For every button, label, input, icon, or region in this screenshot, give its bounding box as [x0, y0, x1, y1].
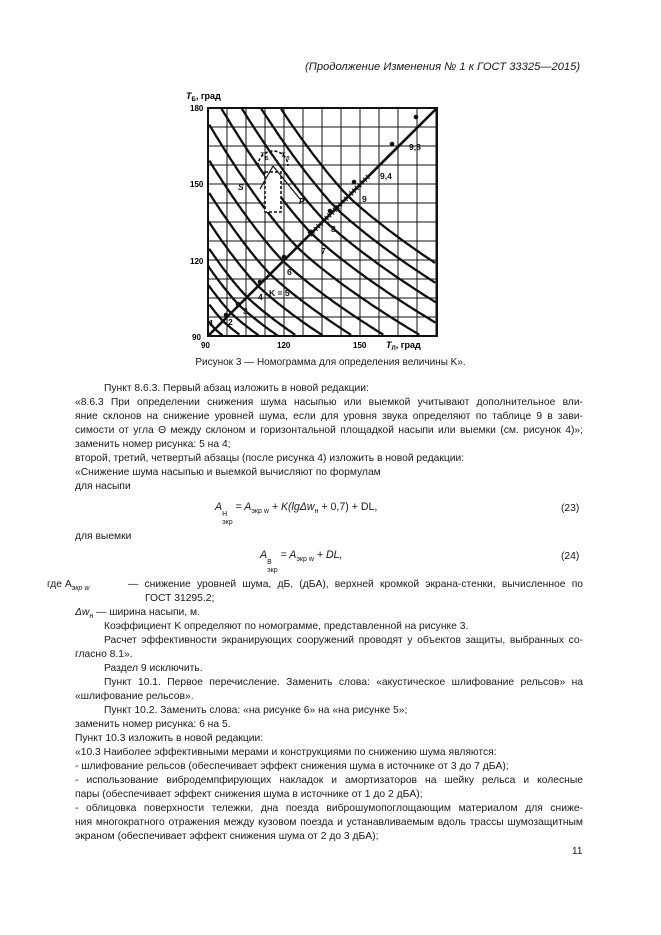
- point-marker: [308, 230, 313, 235]
- text-line: яние склонов на снижение уровней шума, если для уровня звука определяют по таблице 9 в зави-: [75, 411, 583, 422]
- x-tick-label: 120: [277, 341, 291, 350]
- text-line: Пункт 8.6.3. Первый абзац изложить в новой редакции:: [104, 383, 369, 394]
- curve-label: 6: [287, 267, 292, 277]
- y-tick-label: 150: [190, 180, 204, 189]
- where-dw: $\Delta w_н$ — ширина насыпи, м.: [75, 607, 200, 621]
- curve-label: 2: [228, 317, 233, 327]
- text-line: «8.6.3 При определении снижения шума насыпью или выемкой учитывают дополнительное вли-: [75, 397, 583, 408]
- angle-label: Л: [286, 156, 290, 162]
- point-label: S: [238, 182, 244, 192]
- text-line: для насыпи: [75, 481, 131, 492]
- curve-label: 9: [362, 194, 367, 204]
- text-line: симости от угла Θ между склоном и горизонтальной площадкой насыпи или выемки (см. рисунок 4)»;: [75, 425, 583, 436]
- text-line: Коэффициент K определяют по номограмме, представленной на рисунке 3.: [104, 621, 469, 632]
- curve-label: 9,4: [380, 171, 392, 181]
- point-marker: [282, 255, 287, 260]
- text-line: пары (обеспечивает эффект снижения шума в источнике от 1 до 2 дБA);: [75, 789, 423, 800]
- page-header: (Продолжение Изменения № 1 к ГОСТ 33325—2015): [305, 61, 581, 73]
- text-line: гласно 8.1».: [75, 649, 133, 660]
- text-line: второй, третий, четвертый абзацы (после рисунка 4) изложить в новой редакции:: [75, 453, 465, 464]
- text-line: ния многократного отражения между кузовом поезда и устанавливаемым вдоль трассы шумозащитным: [75, 817, 583, 828]
- text-line: Расчет эффективности экранирующих сооружений проводят у объектов защиты, выбранных со-: [104, 635, 583, 646]
- equation-number: (23): [561, 503, 580, 514]
- equation-23: A Н экр = $A_{экр w} + K(\lg\Delta w_н + 0,7)$ + DL,: [215, 501, 378, 526]
- text-line: Пункт 10.2. Заменить слова: «на рисунке 6» на «на рисунке 5»;: [104, 705, 408, 716]
- text-line: Пункт 10.3 изложить в новой редакции:: [75, 733, 264, 744]
- y-tick-label: 180: [190, 104, 204, 113]
- curve-label: 9,8: [409, 142, 421, 152]
- text-line: заменить номер рисунка: 6 на 5.: [75, 719, 231, 730]
- text-line: - шлифование рельсов (обеспечивает эффект снижения шума в источнике от 3 до 7 дБA);: [75, 761, 509, 772]
- y-axis-title: $T_Б$, град: [186, 91, 221, 103]
- point-marker: [352, 180, 357, 185]
- x-tick-label: 90: [201, 341, 210, 350]
- text-line: - использование вибродемпфирующих накладок и амортизаторов на шейку рельса и колесные: [75, 775, 583, 786]
- point-label: P: [299, 196, 305, 206]
- text-line: «Снижение шума насыпью и выемкой вычисляют по формулам: [75, 467, 381, 478]
- point-marker: [390, 142, 395, 147]
- y-tick-label: 120: [190, 257, 204, 266]
- x-tick-label: 150: [353, 341, 367, 350]
- point-marker: [414, 115, 419, 120]
- point-marker: [328, 209, 333, 214]
- curve-label: 4: [258, 292, 263, 302]
- equation-number: (24): [561, 551, 580, 562]
- curve-label: 7: [321, 246, 326, 256]
- where-text: ГОСТ 31295.2;: [145, 593, 215, 604]
- text-line: «10.3 Наиболее эффективными мерами и конструкциями по снижению шума являются:: [75, 747, 497, 758]
- x-axis-title: $T_Л$, град: [386, 340, 421, 351]
- text-line: Раздел 9 исключить.: [104, 663, 203, 674]
- nomogram-figure: [180, 86, 450, 356]
- text-line: для выемки: [75, 531, 132, 542]
- text-line: «шлифование рельсов».: [75, 691, 194, 702]
- angle-label: T: [260, 152, 264, 159]
- page-number: 11: [572, 846, 583, 857]
- curve-label: 8: [331, 224, 336, 234]
- text-line: экраном (обеспечивает эффект снижения шума от 2 до 3 дБA);: [75, 831, 379, 842]
- point-marker: [258, 280, 263, 285]
- text-line: Пункт 10.1. Первое перечисление. Заменить слова: «акустическое шлифование рельсов» на: [104, 677, 583, 688]
- nomogram-svg: [180, 86, 450, 351]
- angle-label: T: [281, 152, 285, 159]
- y-tick-label: 90: [192, 333, 201, 342]
- curve-label: K = 5: [269, 288, 290, 298]
- where-prefix: где $A_{экр w}$: [47, 579, 90, 593]
- curve-label: 1: [209, 318, 214, 328]
- point-marker: [236, 302, 241, 307]
- text-line: - облицовка поверхности тележки, дна поезда виброшумопоглощающим материалом для сниже-: [75, 803, 583, 814]
- equation-24: A В экр = $A_{экр w}$ + DL,: [260, 549, 343, 574]
- figure-caption: Рисунок 3 — Номограмма для определения величины K».: [195, 357, 466, 368]
- hatched-rect: [265, 172, 281, 212]
- text-line: заменить номер рисунка: 5 на 4;: [75, 439, 231, 450]
- where-text: — снижение уровней шума, дБ, (дБA), верхней кромкой экрана-стенки, вычисленное по: [128, 579, 583, 590]
- angle-label: Б: [265, 156, 269, 162]
- curve-label: 3: [243, 306, 248, 316]
